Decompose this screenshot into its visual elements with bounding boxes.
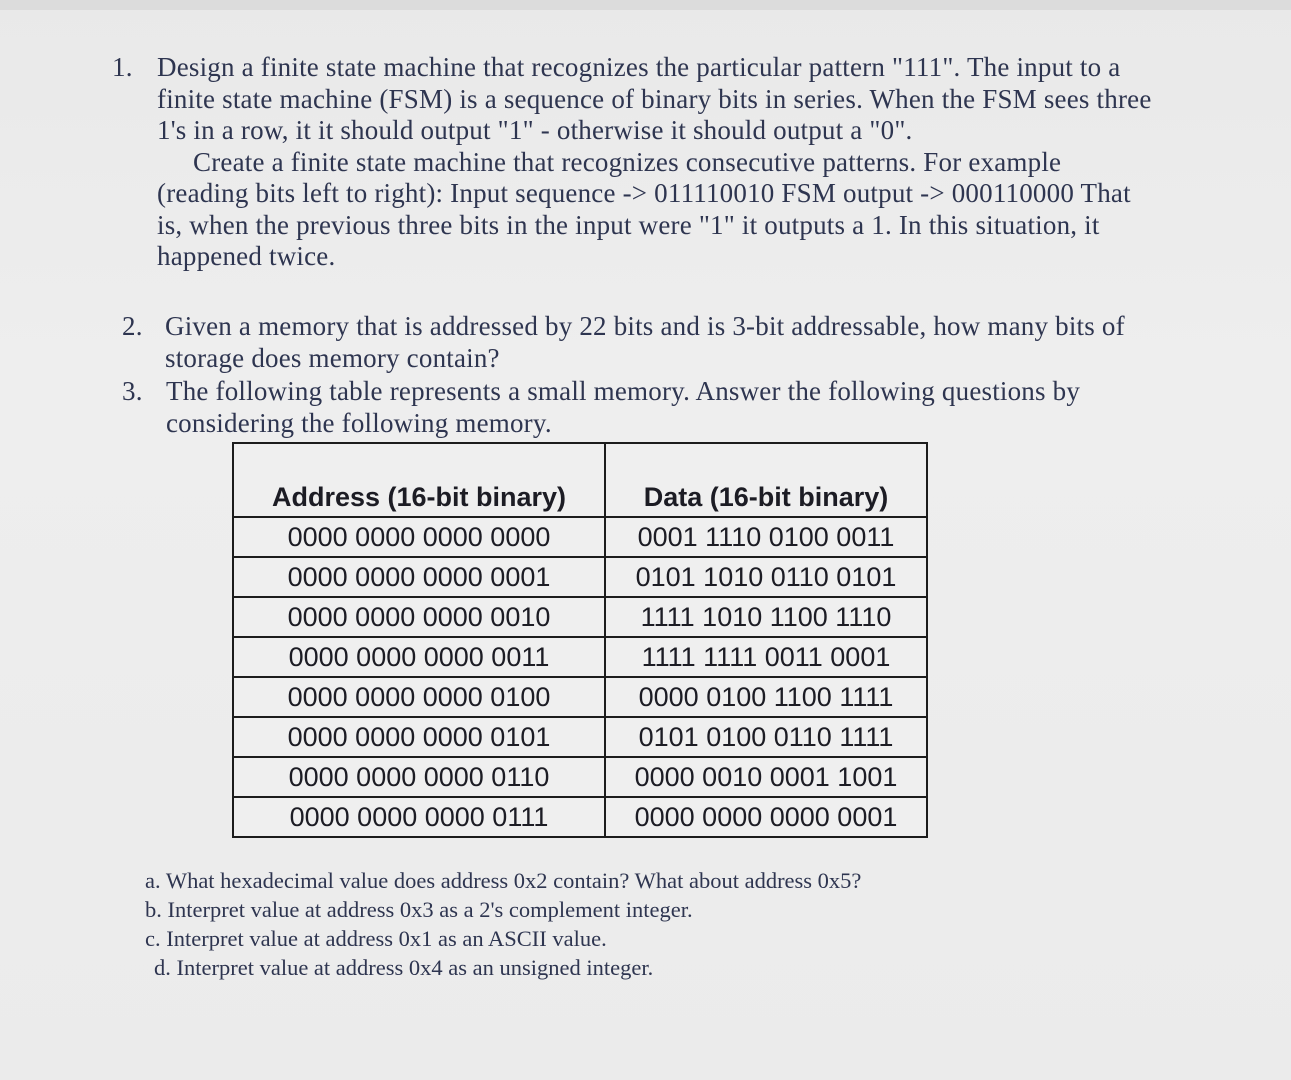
subquestion-c: c. Interpret value at address 0x1 as an ASCII value. — [145, 926, 607, 951]
data-cell: 0000 0000 0000 0001 — [605, 797, 927, 837]
subquestion-d: d. Interpret value at address 0x4 as an unsigned integer. — [154, 955, 654, 980]
table-row — [233, 797, 927, 837]
address-cell: 0000 0000 0000 0111 — [233, 797, 605, 837]
data-cell: 0000 0010 0001 1001 — [605, 757, 927, 797]
table-row — [233, 517, 927, 557]
question-number: 2. — [122, 311, 143, 341]
memory-table — [232, 442, 928, 838]
address-cell: 0000 0000 0000 0001 — [233, 557, 605, 597]
question-2-text — [165, 311, 1125, 374]
address-cell: 0000 0000 0000 0010 — [233, 597, 605, 637]
address-cell: 0000 0000 0000 0101 — [233, 717, 605, 757]
question-number: 3. — [122, 376, 143, 406]
table-row — [233, 677, 927, 717]
table-row — [233, 597, 927, 637]
data-cell: 1111 1111 0011 0001 — [605, 637, 927, 677]
table-row — [233, 557, 927, 597]
table-row — [233, 757, 927, 797]
address-cell: 0000 0000 0000 0000 — [233, 517, 605, 557]
data-column-header: Data (16-bit binary) — [605, 443, 927, 517]
data-cell: 1111 1010 1100 1110 — [605, 597, 927, 637]
subquestion-list — [145, 866, 861, 982]
table-row — [233, 717, 927, 757]
subquestion-a: a. What hexadecimal value does address 0x2 contain? What about address 0x5? — [145, 868, 862, 893]
question-number: 1. — [112, 52, 133, 82]
question-text-line: 1's in a row, it it should output "1" - otherwise it should output a "0". — [157, 115, 913, 145]
question-text-line: finite state machine (FSM) is a sequence of binary bits in series. When the FSM sees three — [157, 83, 1152, 114]
screen-top-edge — [0, 0, 1291, 10]
data-cell: 0101 0100 0110 1111 — [605, 717, 927, 757]
table-row — [233, 637, 927, 677]
question-text-line: (reading bits left to right): Input sequence -> 011110010 FSM output -> 000110000 That — [157, 178, 1131, 208]
question-1-text — [157, 52, 1152, 273]
question-text-line: The following table represents a small memory. Answer the following questions by — [166, 376, 1081, 406]
question-text-line: Given a memory that is addressed by 22 bits and is 3-bit addressable, how many bits of — [165, 311, 1125, 341]
question-3-text — [166, 376, 1080, 439]
data-cell: 0000 0100 1100 1111 — [605, 677, 927, 717]
subquestion-b: b. Interpret value at address 0x3 as a 2's complement integer. — [145, 897, 693, 922]
question-text-line: Design a finite state machine that recognizes the particular pattern "111". The input to a — [157, 52, 1121, 82]
question-text-line: is, when the previous three bits in the input were "1" it outputs a 1. In this situation, it — [157, 209, 1100, 240]
question-text-line: storage does memory contain? — [165, 342, 500, 373]
address-cell: 0000 0000 0000 0100 — [233, 677, 605, 717]
address-column-header: Address (16-bit binary) — [233, 443, 605, 517]
question-text-line: considering the following memory. — [166, 407, 552, 438]
question-text-line: Create a finite state machine that recognizes consecutive patterns. For example — [193, 146, 1062, 177]
data-cell: 0101 1010 0110 0101 — [605, 557, 927, 597]
address-cell: 0000 0000 0000 0011 — [233, 637, 605, 677]
address-cell: 0000 0000 0000 0110 — [233, 757, 605, 797]
data-cell: 0001 1110 0100 0011 — [605, 517, 927, 557]
question-text-line: happened twice. — [157, 241, 336, 271]
table-header-row — [233, 443, 927, 517]
